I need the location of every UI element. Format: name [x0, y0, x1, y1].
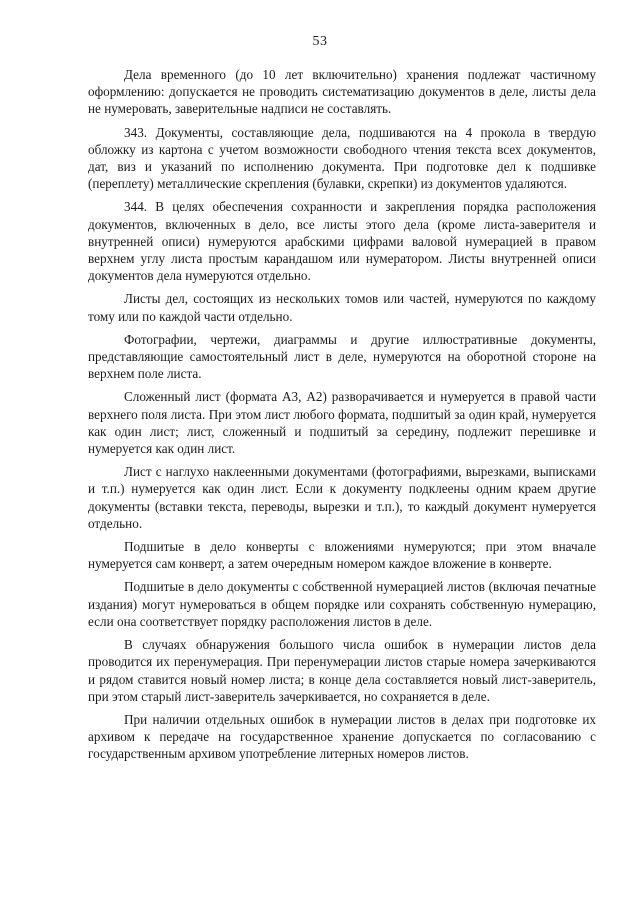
paragraph-renumbering: В случаях обнаружения большого числа ошибок в нумерации листов дела проводится их перенумерация. При перенумерации листов старые номера зачеркиваются и рядом ставится новый номер листа; в конце дела составляется новый лист-заверитель, при этом старый лист-заверитель зачеркивается, но сохраняется в деле.: [88, 637, 596, 704]
paragraph-volumes: Листы дел, состоящих из нескольких томов или частей, нумеруются по каждому тому или по каждой части отдельно.: [88, 291, 596, 324]
page-number: 53: [312, 34, 328, 49]
paragraph-own-numbering: Подшитые в дело документы с собственной нумерацией листов (включая печатные издания) могут нумероваться в общем порядке или сохранять собственную нумерацию, если она соответствует порядку расположения листов в деле.: [88, 579, 596, 629]
body-text: [88, 66, 596, 765]
paragraph-1: Дела временного (до 10 лет включительно) хранения подлежат частичному оформлению: допускается не проводить систематизацию документов в деле, листы дела не нумеровать, заверительные надписи не составлять.: [88, 67, 596, 117]
paragraph-343: 343. Документы, составляющие дела, подшиваются на 4 прокола в твердую обложку из картона с учетом возможности свободного чтения текста всех документов, дат, виз и указаний по исполнению документа. При подготовке дел к подшивке (переплету) металлические скрепления (булавки, скрепки) из документов удаляются.: [88, 124, 596, 192]
paragraph-folded-sheet: Сложенный лист (формата А3, А2) разворачивается и нумеруется в правой части верхнего поля листа. При этом лист любого формата, подшитый за один край, нумеруется как один лист; лист, сложенный и подшитый за середину, подлежит перешивке и нумеруется как один лист.: [88, 389, 596, 457]
paragraph-glued-sheet: Лист с наглухо наклеенными документами (фотографиями, вырезками, выписками и т.п.) нумеруется как один лист. Если к документу подклеены одним краем другие документы (вставки текста, переводы, вырезки и т.п.), то каждый документ нумеруется отдельно.: [88, 464, 596, 531]
paragraph-envelopes: Подшитые в дело конверты с вложениями нумеруются; при этом вначале нумеруется сам конверт, а затем очередным номером каждое вложение в конверте.: [88, 539, 596, 572]
paragraph-photographs: Фотографии, чертежи, диаграммы и другие иллюстративные документы, представляющие самостоятельный лист в деле, нумеруются на оборотной стороне на верхнем поле листа.: [88, 331, 596, 382]
paragraph-344: 344. В целях обеспечения сохранности и закрепления порядка расположения документов, включенных в дело, все листы этого дела (кроме листа-заверителя и внутренней описи) нумеруются арабскими цифрами валовой нумерацией в правом верхнем углу листа простым карандашом или нумератором. Листы внутренней описи документов дела нумеруются отдельно.: [88, 199, 596, 284]
paragraph-letter-numbers: При наличии отдельных ошибок в нумерации листов в делах при подготовке их архивом к передаче на государственное хранение допускается по согласованию с государственным архивом употребление литерных номеров листов.: [88, 711, 596, 762]
